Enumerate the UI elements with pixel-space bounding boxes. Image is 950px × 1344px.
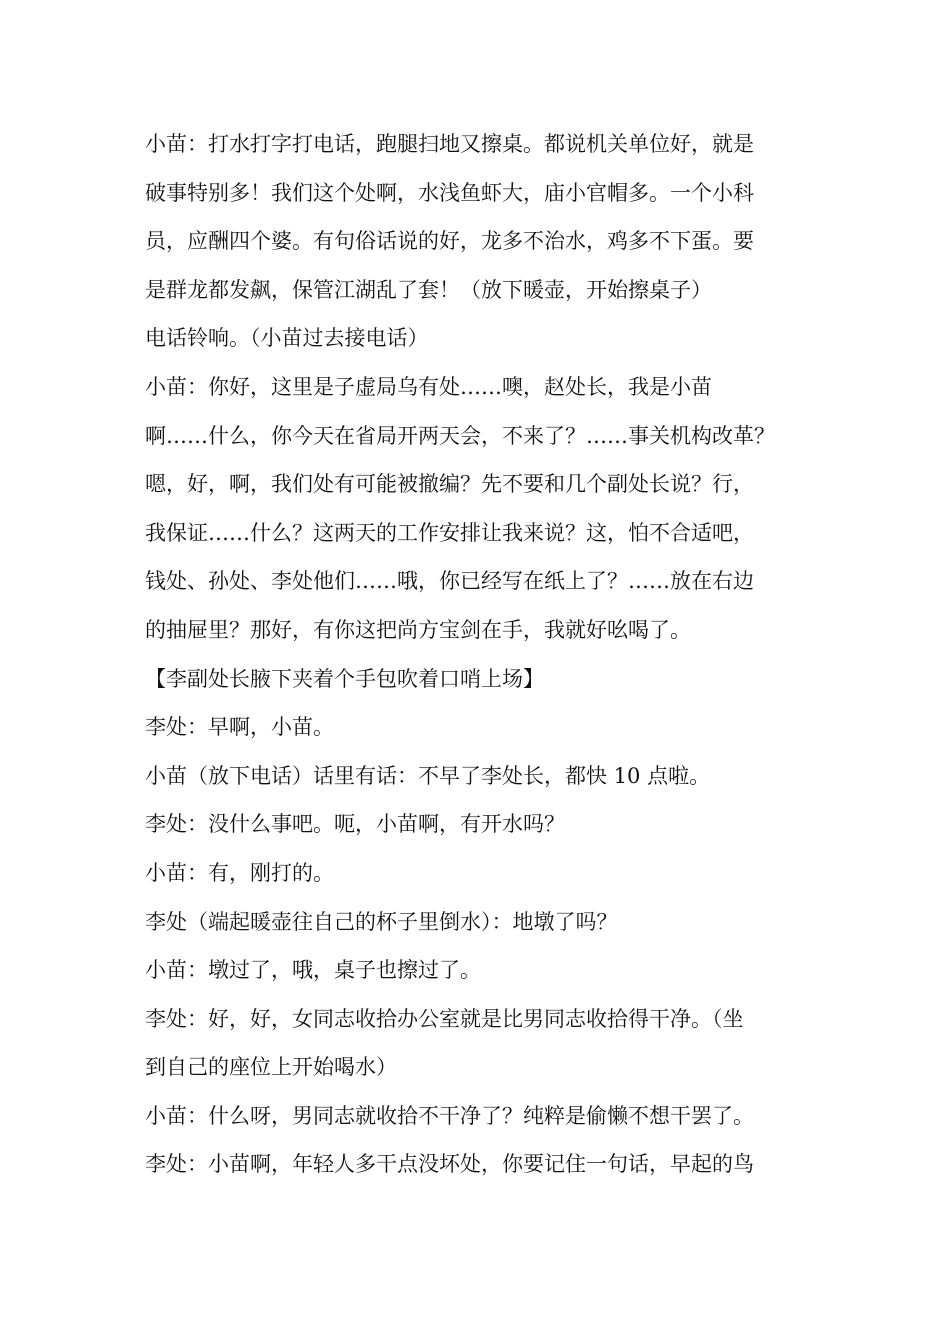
text-line: 小苗：什么呀，男同志就收拾不干净了？纯粹是偷懒不想干罢了。 <box>145 1103 754 1128</box>
text-line: 李处：早啊，小苗。 <box>145 715 334 740</box>
text-line: 破事特别多！我们这个处啊，水浅鱼虾大，庙小官帽多。一个小科 <box>145 180 754 205</box>
text-line: 是群龙都发飙，保管江湖乱了套！（放下暖壶，开始擦桌子） <box>145 277 712 302</box>
text-line: 到自己的座位上开始喝水） <box>145 1055 397 1080</box>
script-text-body <box>145 120 815 1189</box>
text-line: 小苗：有，刚打的。 <box>145 860 334 885</box>
text-line: 李处：没什么事吧。呃，小苗啊，有开水吗？ <box>145 812 565 837</box>
text-line: 李处（端起暖壶往自己的杯子里倒水）：地墩了吗？ <box>145 909 618 934</box>
text-line: 我保证……什么？这两天的工作安排让我来说？这，怕不合适吧， <box>145 520 754 545</box>
stage-direction-line: 电话铃响。（小苗过去接电话） <box>145 326 429 351</box>
text-line: 李处：好，好，女同志收拾办公室就是比男同志收拾得干净。（坐 <box>145 1006 744 1031</box>
text-line: 小苗：你好，这里是子虚局乌有处……噢，赵处长，我是小苗 <box>145 374 712 399</box>
text-line: 小苗（放下电话）话里有话：不早了李处长，都快 10 点啦。 <box>145 763 711 788</box>
text-line: 小苗：打水打字打电话，跑腿扫地又擦桌。都说机关单位好，就是 <box>145 132 754 156</box>
text-line: 小苗：墩过了，哦，桌子也擦过了。 <box>145 958 481 983</box>
text-line: 员，应酬四个婆。有句俗话说的好，龙多不治水，鸡多不下蛋。要 <box>145 229 754 254</box>
text-line: 的抽屉里？那好，有你这把尚方宝剑在手，我就好吆喝了。 <box>145 617 691 642</box>
text-line: 啊……什么，你今天在省局开两天会，不来了？……事关机构改革？ <box>145 423 775 448</box>
text-line: 李处：小苗啊，年轻人多干点没坏处，你要记住一句话，早起的鸟 <box>145 1152 754 1177</box>
text-line: 嗯，好，啊，我们处有可能被撤编？先不要和几个副处长说？行， <box>145 472 754 497</box>
stage-direction-line: 【李副处长腋下夹着个手包吹着口哨上场】 <box>145 666 544 691</box>
text-line: 钱处、孙处、李处他们……哦，你已经写在纸上了？……放在右边 <box>145 569 754 594</box>
